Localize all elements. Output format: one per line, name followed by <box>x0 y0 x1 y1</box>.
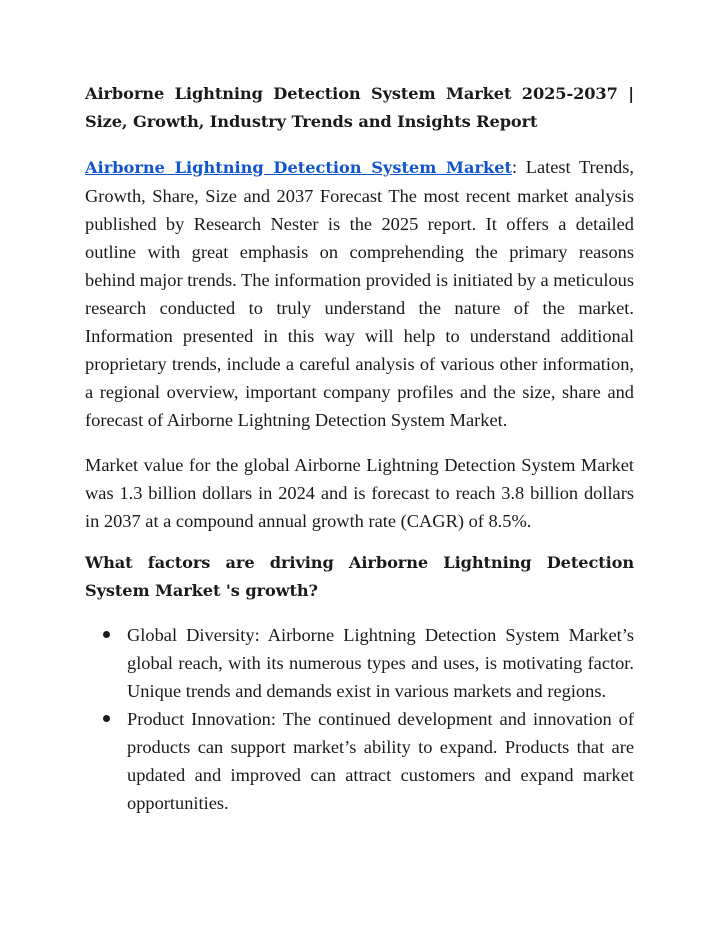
market-value-paragraph: Market value for the global Airborne Lightning Detection System Market was 1.3 billion dollars in 2024 and is forecast to reach 3.8 billion dollars in 2037 at a compound annual growth rate (CAGR) of 8.5%. <box>85 455 634 531</box>
list-item-text: Global Diversity: Airborne Lightning Detection System Market’s global reach, with its numerous types and uses, is motivating factor. Unique trends and demands exist in various markets and regions. <box>127 625 634 701</box>
intro-paragraph <box>85 153 634 434</box>
list-item <box>85 705 634 817</box>
document-page <box>85 80 634 817</box>
bullet-icon <box>103 631 110 638</box>
intro-text: : Latest Trends, Growth, Share, Size and 2037 Forecast The most recent market analysis published by Research Nester is the 2025 report. It offers a detailed outline with great emphasis on comprehending the primary reasons behind major trends. The information provided is initiated by a meticulous research conducted to truly understand the nature of the market. Information presented in this way will help to understand additional proprietary trends, include a careful analysis of various other information, a regional overview, important company profiles and the size, share and forecast of Airborne Lightning Detection System Market. <box>85 157 634 430</box>
page-title: Airborne Lightning Detection System Market 2025-2037 | Size, Growth, Industry Trends and Insights Report <box>85 84 634 131</box>
bullet-icon <box>103 715 110 722</box>
list-item <box>85 621 634 705</box>
market-link[interactable]: Airborne Lightning Detection System Market <box>85 158 512 177</box>
list-item-text: Product Innovation: The continued development and innovation of products can support market’s ability to expand. Products that are updated and improved can attract customers and expand market opportunities. <box>127 709 634 813</box>
section-heading: What factors are driving Airborne Lightning Detection System Market 's growth? <box>85 553 634 600</box>
growth-factors-list <box>85 621 634 817</box>
